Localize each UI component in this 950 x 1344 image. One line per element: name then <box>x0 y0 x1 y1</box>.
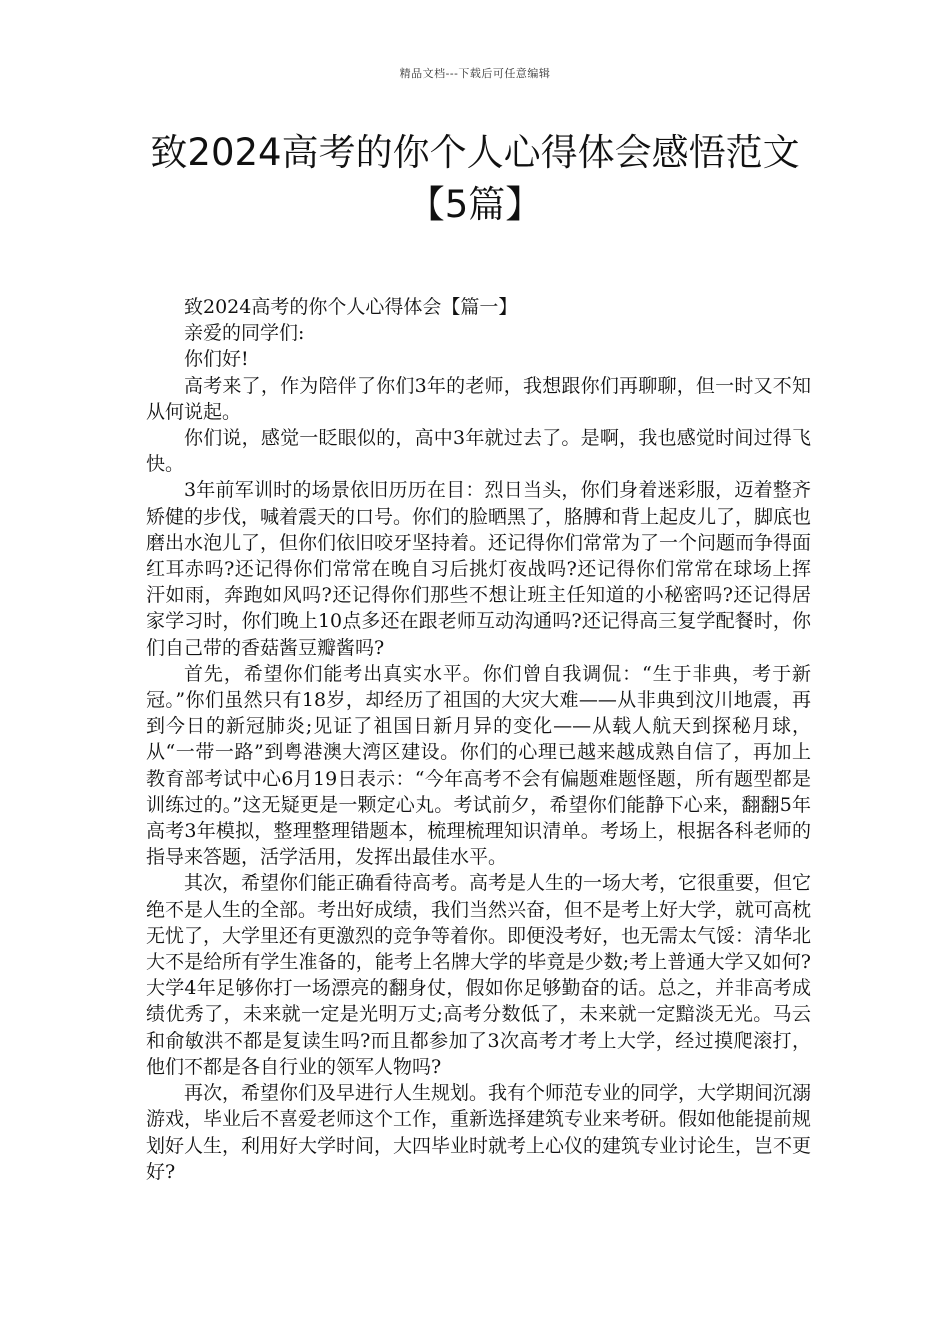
greeting: 你们好! <box>184 348 249 371</box>
salutation: 亲爱的同学们: <box>184 322 305 345</box>
body-paragraph: 3年前军训时的场景依旧历历在目：烈日当头，你们身着迷彩服，迈着整齐矫健的步伐，喊着震天的口号。你们的脸晒黑了，胳膊和背上起皮儿了，脚底也磨出水泡儿了，但你们依旧咬牙坚持着。还记得你们常常为了一个问题而争得面红耳赤吗?还记得你们常常在晚自习后挑灯夜战吗?还记得你们常常在球场上挥汗如雨，奔跑如风吗?还记得你们那些不想让班主任知道的小秘密吗?还记得居家学习时，你们晚上10点多还在跟老师互动沟通吗?还记得高三复学配餐时，你们自己带的香菇酱豆瓣酱吗? <box>146 479 812 659</box>
body-paragraph: 首先，希望你们能考出真实水平。你们曾自我调侃：“生于非典，考于新冠。”你们虽然只有18岁，却经历了祖国的大灾大难——从非典到汶川地震，再到今日的新冠肺炎;见证了祖国日新月异的变化——从载人航天到探秘月球，从“一带一路”到粤港澳大湾区建设。你们的心理已越来越成熟自信了，再加上教育部考试中心6月19日表示：“今年高考不会有偏题难题怪题，所有题型都是训练过的。”这无疑更是一颗定心丸。考试前夕，希望你们能静下心来，翻翻5年高考3年模拟，整理整理错题本，梳理梳理知识清单。考场上，根据各科老师的指导来答题，活学活用，发挥出最佳水平。 <box>146 662 811 869</box>
document-body <box>146 294 811 1185</box>
body-paragraph: 你们说，感觉一眨眼似的，高中3年就过去了。是啊，我也感觉时间过得飞快。 <box>146 427 811 476</box>
body-paragraph: 再次，希望你们及早进行人生规划。我有个师范专业的同学，大学期间沉溺游戏，毕业后不喜爱老师这个工作，重新选择建筑专业来考研。假如他能提前规划好人生，利用好大学时间，大四毕业时就考上心仪的建筑专业讨论生，岂不更好? <box>146 1082 812 1183</box>
page-header: 精品文档---下载后可任意编辑 <box>399 67 551 80</box>
section-heading: 致2024高考的你个人心得体会【篇一】 <box>184 296 518 318</box>
body-paragraph: 高考来了，作为陪伴了你们3年的老师，我想跟你们再聊聊，但一时又不知从何说起。 <box>146 374 811 423</box>
document-title: 致2024高考的你个人心得体会感悟范文【5篇】 <box>150 131 800 226</box>
body-paragraph: 其次，希望你们能正确看待高考。高考是人生的一场大考，它很重要，但它绝不是人生的全部。考出好成绩，我们当然兴奋，但不是考上好大学，就可高枕无忧了，大学里还有更激烈的竞争等着你。即便没考好，也无需太气馁：清华北大不是给所有学生准备的，能考上名牌大学的毕竟是少数;考上普通大学又如何?大学4年足够你打一场漂亮的翻身仗，假如你足够勤奋的话。总之，并非高考成绩优秀了，未来就一定是光明万丈;高考分数低了，未来就一定黯淡无光。马云和俞敏洪不都是复读生吗?而且都参加了3次高考才考上大学，经过摸爬滚打，他们不都是各自行业的领军人物吗? <box>146 872 812 1078</box>
